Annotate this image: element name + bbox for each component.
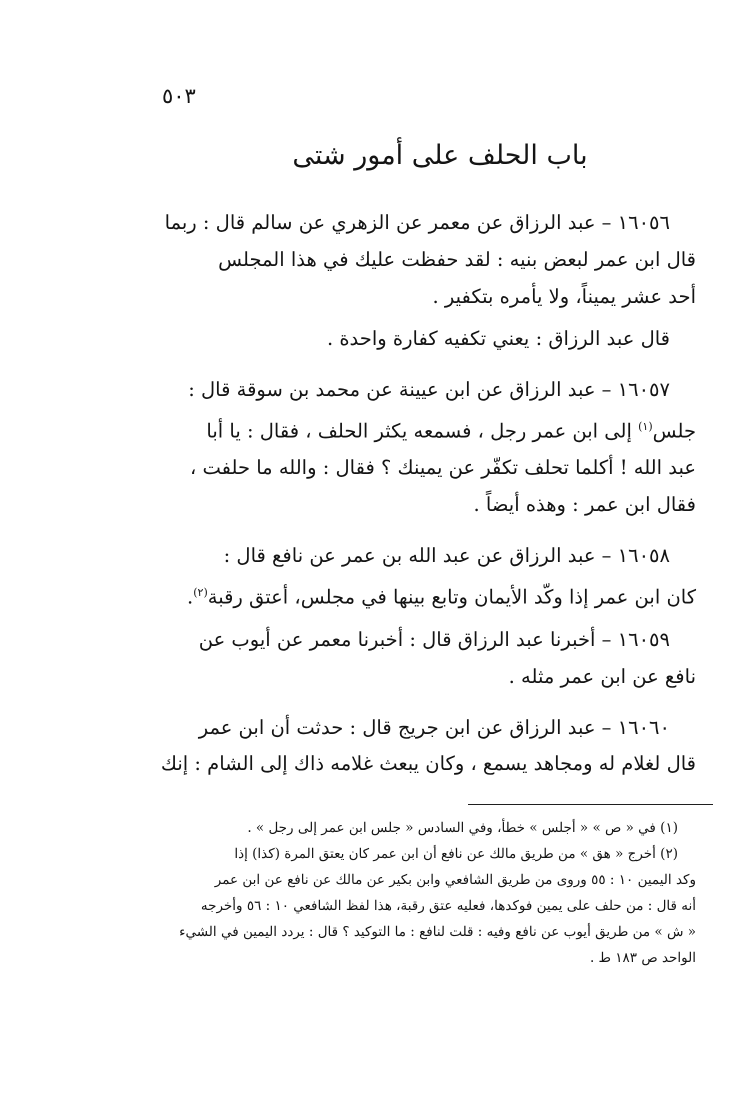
hadith-16056-line-2: قال ابن عمر لبعض بنيه : لقد حفظت عليك في هذا المجلس	[218, 247, 696, 271]
chapter-title: باب الحلف على أمور شتى	[292, 140, 588, 171]
hadith-16058-line-2-end: .	[187, 585, 194, 609]
footnote-2-line-3: أنه قال : من حلف على يمين فوكدها، فعليه عتق رقبة، هذا لفظ الشافعي ١٠ : ٥٦ وأخرجه	[200, 898, 696, 914]
hadith-16059-line-1: ١٦٠٥٩ – أخبرنا عبد الرزاق قال : أخبرنا معمر عن أيوب عن	[198, 627, 670, 651]
commentary-line: قال عبد الرزاق : يعني تكفيه كفارة واحدة .	[326, 327, 670, 351]
footnote-1: (١) في « ص » « أجلس » خطأ، وفي السادس « جلس ابن عمر إلى رجل » .	[247, 820, 678, 836]
hadith-16057-line-2	[160, 409, 696, 450]
hadith-16058-line-2	[160, 575, 696, 616]
page-number: ٥٠٣	[162, 84, 196, 108]
hadith-16057-line-1: ١٦٠٥٧ – عبد الرزاق عن ابن عيينة عن محمد بن سوقة قال :	[188, 378, 670, 402]
footnote-ref-2: (٢)	[193, 585, 208, 599]
hadith-16057-line-3: عبد الله ! أكلما تحلف تكفّر عن يمينك ؟ فقال : والله ما حلفت ،	[190, 456, 696, 480]
footnote-2-line-1: (٢) أخرج « هق » من طريق مالك عن نافع أن ابن عمر كان يعتق المرة (كذا) إذا	[234, 846, 678, 862]
hadith-16058-line-2-text: كان ابن عمر إذا وكّد الأيمان وتابع بينها في مجلس، أعتق رقبة	[207, 585, 696, 609]
hadith-16060-line-2: قال لغلام له ومجاهد يسمع ، وكان يبعث غلامه ذاك إلى الشام : إنك	[160, 752, 696, 776]
hadith-16056-line-3: أحد عشر يميناً، ولا يأمره بتكفير .	[432, 284, 696, 308]
footnote-2-line-2: وكد اليمين ١٠ : ٥٥ وروى من طريق الشافعي وابن بكير عن مالك عن نافع عن ابن عمر	[214, 872, 696, 888]
hadith-16058-line-1: ١٦٠٥٨ – عبد الرزاق عن عبد الله بن عمر عن نافع قال :	[223, 543, 670, 567]
hadith-16056-line-1: ١٦٠٥٦ – عبد الرزاق عن معمر عن الزهري عن سالم قال : ربما	[164, 211, 670, 234]
main-text	[160, 205, 696, 783]
footnote-2-line-5: الواحد ص ١٨٣ ط .	[589, 950, 696, 966]
hadith-16059-line-2: نافع عن ابن عمر مثله .	[508, 664, 696, 688]
hadith-16057-line-4: فقال ابن عمر : وهذه أيضاً .	[473, 493, 696, 517]
hadith-16060-line-1: ١٦٠٦٠ – عبد الرزاق عن ابن جريج قال : حدثت أن ابن عمر	[198, 715, 670, 739]
hadith-16057-line-2-rest: إلى ابن عمر رجل ، فسمعه يكثر الحلف ، فقال : يا أبا	[206, 419, 639, 443]
footnotes	[158, 815, 696, 971]
hadith-16057-line-2-start: جلس	[652, 419, 696, 443]
footnote-divider	[468, 804, 713, 805]
footnote-ref-1: (١)	[638, 419, 653, 433]
footnote-2-line-4: « ش » من طريق أيوب عن نافع وفيه : قلت لنافع : ما التوكيد ؟ قال : يردد اليمين في الشيء	[179, 924, 696, 940]
